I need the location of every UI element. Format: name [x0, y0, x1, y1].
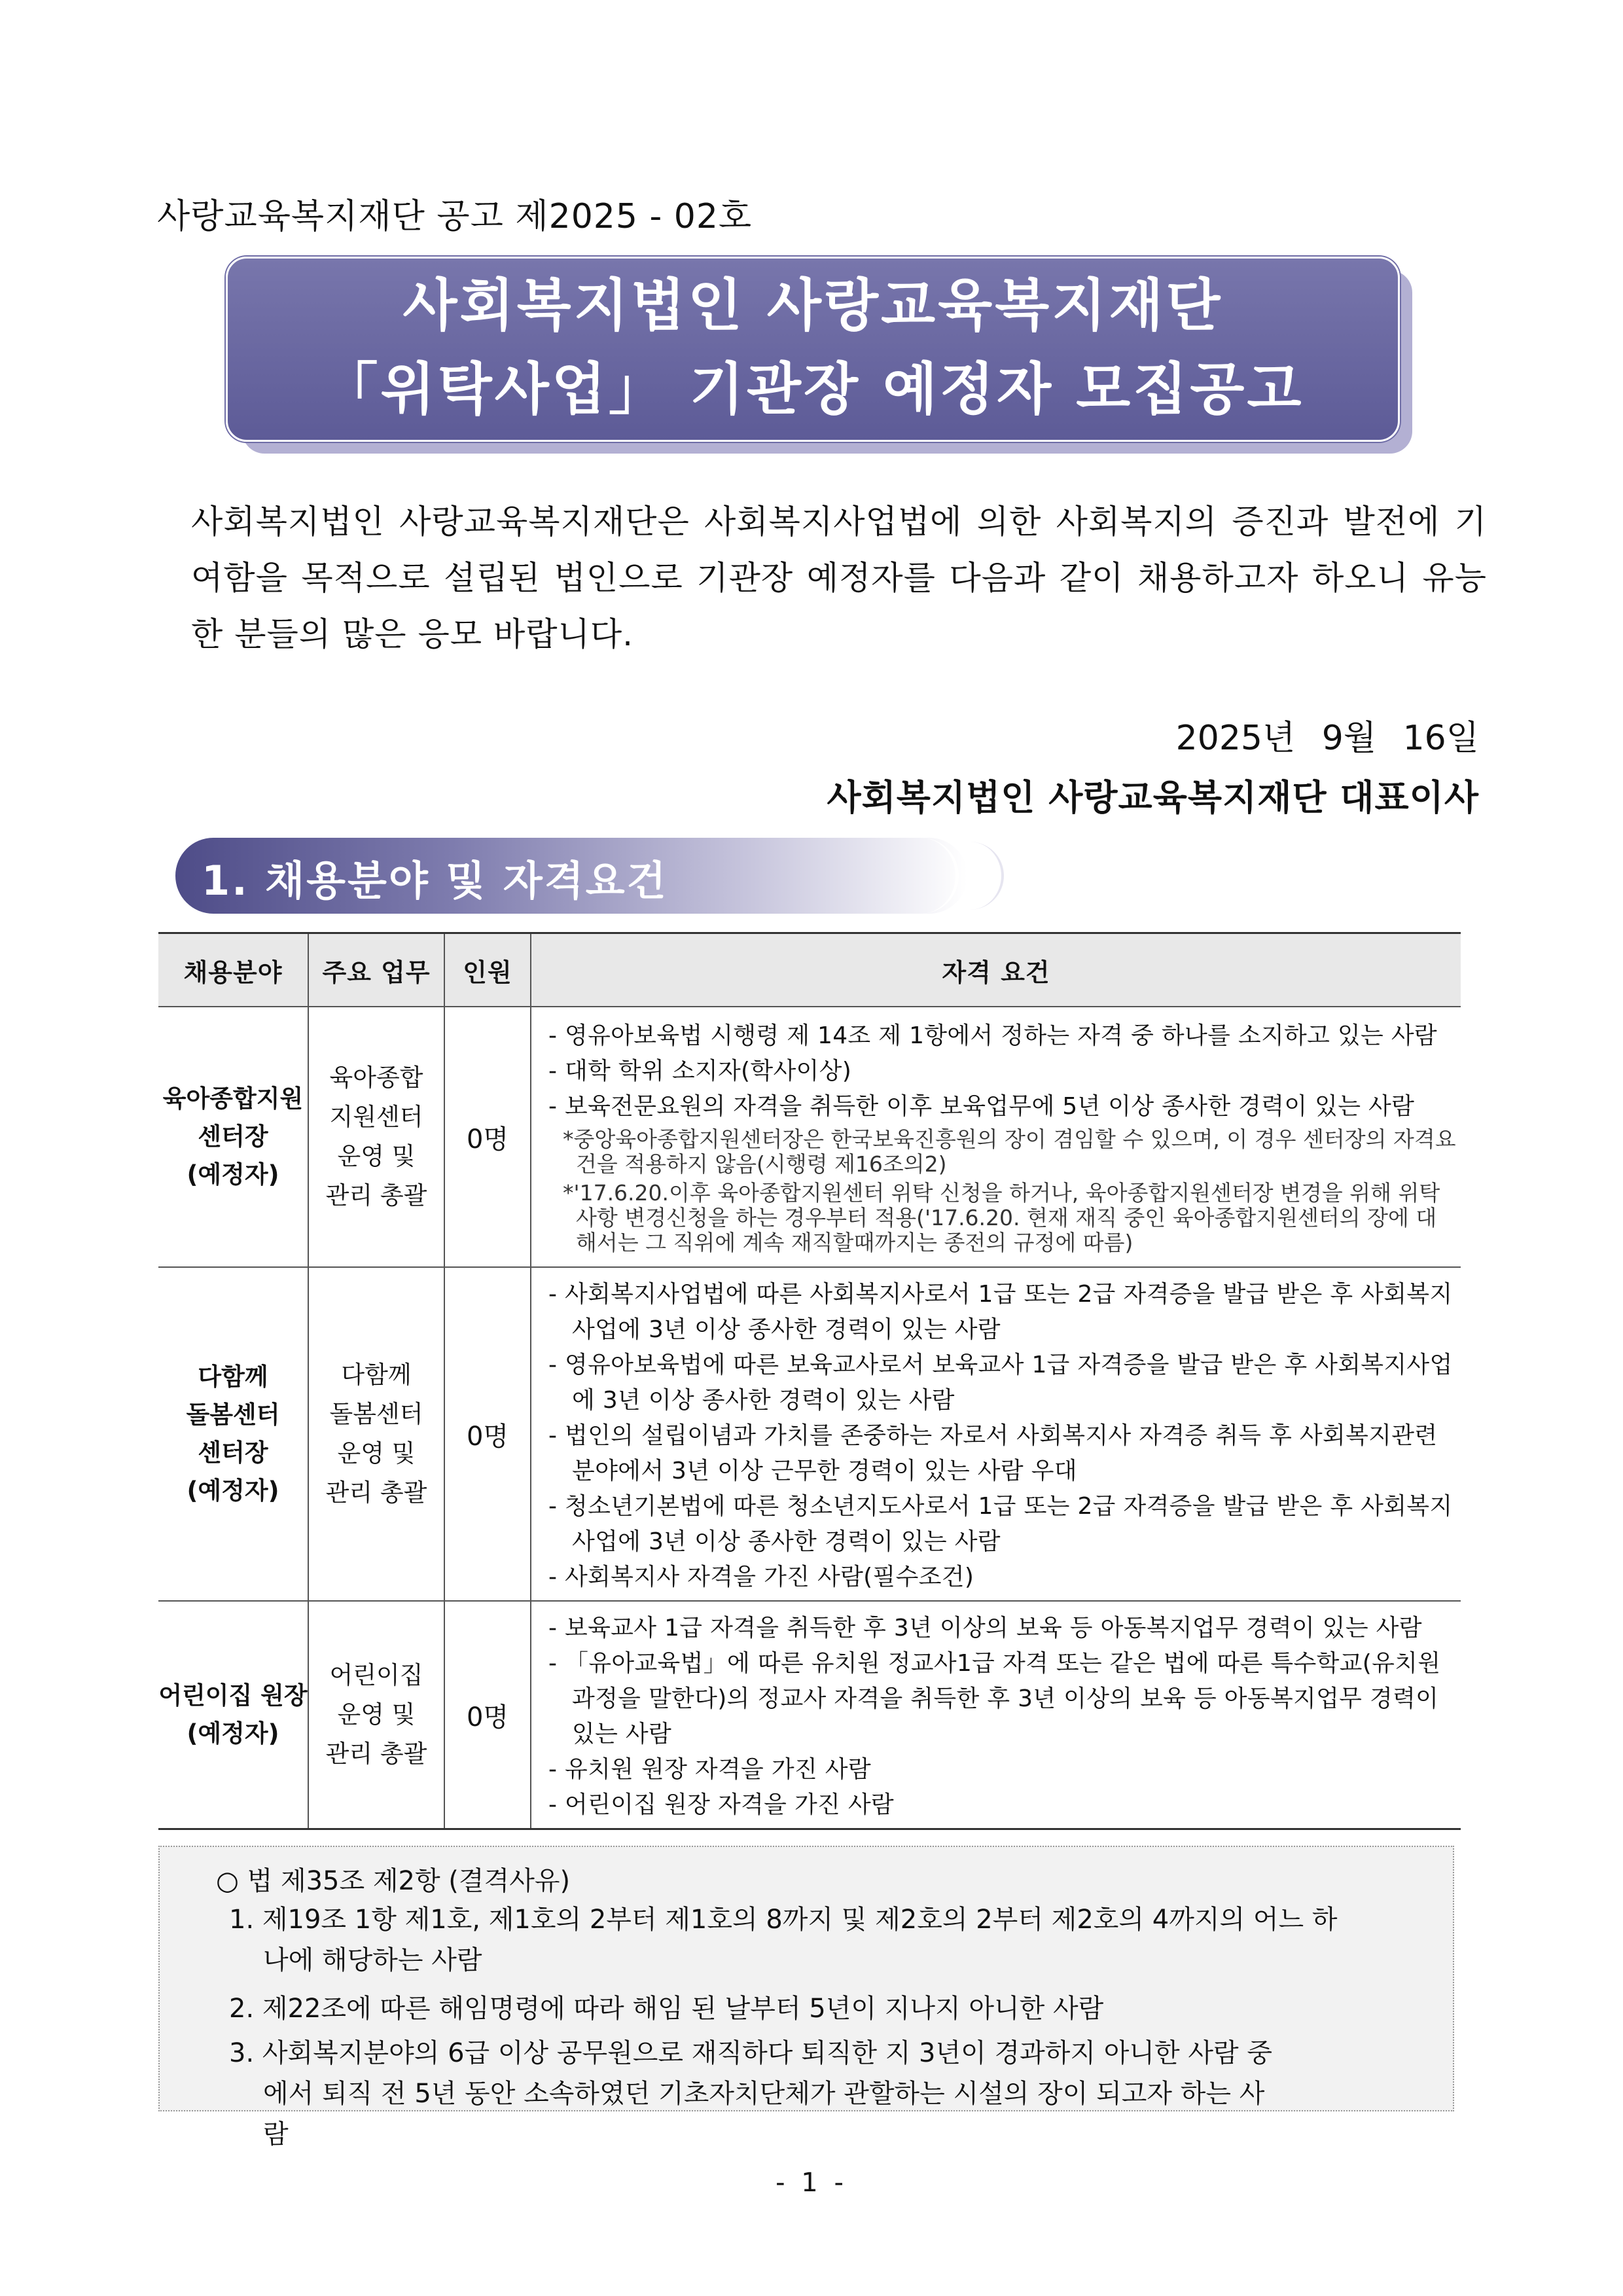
requirement-item: - 보육전문요원의 자격을 취득한 이후 보육업무에 5년 이상 종사한 경력이 있는 사람: [548, 1093, 1415, 1120]
table-header-row: [158, 933, 1461, 1007]
notice-number: 사랑교육복지재단 공고 제2025 - 02호: [157, 197, 753, 236]
signer: 사회복지법인 사랑교육복지재단 대표이사: [827, 777, 1479, 818]
field-line: (예정자): [187, 1160, 279, 1189]
field-line: (예정자): [187, 1719, 279, 1748]
requirement-item: - 보육교사 1급 자격을 취득한 후 3년 이상의 보육 등 아동복지업무 경력이 있는 사람: [548, 1615, 1422, 1641]
duty-line: 운영 및: [337, 1439, 416, 1467]
table-row: [158, 1267, 1461, 1601]
field-line: 어린이집 원장: [158, 1681, 308, 1710]
requirement-item: - 영유아보육법에 따른 보육교사로서 보육교사 1급 자격증을 발급 받은 후 사회복지사업에 3년 이상 종사한 경력이 있는 사람: [548, 1352, 1453, 1414]
requirement-item: - 영유아보육법 시행령 제 14조 제 1항에서 정하는 자격 중 하나를 소지하고 있는 사람: [548, 1022, 1437, 1049]
requirement-item: - 법인의 설립이념과 가치를 존중하는 자로서 사회복지사 자격증 취득 후 사회복지관련 분야에서 3년 이상 근무한 경력이 있는 사람 우대: [548, 1422, 1438, 1484]
header-count: 인원: [444, 933, 531, 1007]
disqualification-item: 1. 제19조 1항 제1호, 제1호의 2부터 제1호의 8까지 및 제2호의 2부터 제2호의 4까지의 어느 하나에 해당하는 사람: [229, 1905, 1338, 1975]
requirement-note: *중앙육아종합지원센터장은 한국보육진흥원의 장이 겸임할 수 있으며, 이 경우 센터장의 자격요건을 적용하지 않음(시행령 제16조의2): [563, 1126, 1456, 1177]
field-cell: [158, 1601, 308, 1829]
disqualification-item: 3. 사회복지분야의 6급 이상 공무원으로 재직하다 퇴직한 지 3년이 경과하지 아니한 사람 중에서 퇴직 전 5년 동안 소속하였던 기초자치단체가 관할하는 시설의 장이 되고자 하는 사람: [229, 2038, 1273, 2149]
duty-line: 육아종합: [329, 1064, 423, 1092]
requirements-cell: [531, 1601, 1461, 1829]
duty-line: 다함께: [341, 1361, 412, 1389]
field-line: 센터장: [198, 1122, 268, 1151]
field-line: 다함께: [198, 1363, 268, 1391]
intro-paragraph: 사회복지법인 사랑교육복지재단은 사회복지사업법에 의한 사회복지의 증진과 발전에 기여함을 목적으로 설립된 법인으로 기관장 예정자를 다음과 같이 채용하고자 하오니 유능한 분들의 많은 응모 바랍니다.: [191, 503, 1487, 653]
header-field: 채용분야: [158, 933, 308, 1007]
duty-line: 어린이집: [329, 1661, 423, 1689]
table-row: [158, 1007, 1461, 1267]
requirement-item: - 유치원 원장 자격을 가진 사람: [548, 1756, 871, 1783]
disqualification-item: 2. 제22조에 따른 해임명령에 따라 해임 된 날부터 5년이 지나지 아니한 사람: [229, 1994, 1104, 2024]
field-line: (예정자): [187, 1477, 279, 1505]
requirement-item: - 사회복지사업법에 따른 사회복지사로서 1급 또는 2급 자격증을 발급 받은 후 사회복지사업에 3년 이상 종사한 경력이 있는 사람: [548, 1281, 1453, 1343]
requirements-cell: [531, 1007, 1461, 1267]
recruitment-table: [158, 932, 1461, 1830]
requirement-note: *'17.6.20.이후 육아종합지원센터 위탁 신청을 하거나, 육아종합지원센터장 변경을 위해 위탁사항 변경신청을 하는 경우부터 적용('17.6.20. 현재 재직 중인 육아종합지원센터의 장에 대해서는 그 직위에 계속 재직할때까지는 종전의 규정에 따름): [563, 1180, 1440, 1255]
requirement-item: - 사회복지사 자격을 가진 사람(필수조건): [548, 1564, 974, 1590]
requirements-cell: [531, 1267, 1461, 1601]
page-number: - 1 -: [776, 2168, 847, 2198]
duty-line: 돌봄센터: [329, 1400, 423, 1428]
disqualification-heading: ○ 법 제35조 제2항 (결격사유): [216, 1866, 571, 1896]
requirement-item: - 「유아교육법」에 따른 유치원 정교사1급 자격 또는 같은 법에 따른 특수학교(유치원 과정을 말한다)의 정교사 자격을 취득한 후 3년 이상의 보육 등 아동복지업무 경력이 있는 사람: [548, 1650, 1441, 1748]
section-title: 1. 채용분야 및 자격요건: [202, 857, 668, 905]
requirement-item: - 대학 학위 소지자(학사이상): [548, 1058, 852, 1085]
requirement-item: - 청소년기본법에 따른 청소년지도사로서 1급 또는 2급 자격증을 발급 받은 후 사회복지사업에 3년 이상 종사한 경력이 있는 사람: [548, 1493, 1453, 1555]
count-cell: 0명: [444, 1267, 531, 1601]
table-row: [158, 1601, 1461, 1829]
field-cell: [158, 1007, 308, 1267]
duty-cell: [308, 1601, 444, 1829]
duty-line: 운영 및: [337, 1700, 416, 1729]
header-duty: 주요 업무: [308, 933, 444, 1007]
field-line: 돌봄센터: [186, 1401, 280, 1429]
section-banner-arc: [877, 838, 959, 914]
duty-line: 관리 총괄: [325, 1181, 427, 1210]
field-line: 센터장: [198, 1439, 268, 1467]
title-line-1: 사회복지법인 사랑교육복지재단: [402, 273, 1223, 338]
duty-line: 지원센터: [329, 1103, 423, 1131]
title-line-2: 「위탁사업」 기관장 예정자 모집공고: [321, 357, 1304, 422]
field-line: 육아종합지원: [162, 1085, 304, 1113]
header-requirements: 자격 요건: [531, 933, 1461, 1007]
duty-line: 관리 총괄: [325, 1479, 427, 1507]
count-cell: 0명: [444, 1007, 531, 1267]
duty-line: 관리 총괄: [325, 1740, 427, 1768]
count-cell: 0명: [444, 1601, 531, 1829]
duty-cell: [308, 1007, 444, 1267]
duty-cell: [308, 1267, 444, 1601]
announcement-date: 2025년 9월 16일: [1175, 719, 1479, 758]
field-cell: [158, 1267, 308, 1601]
requirement-item: - 어린이집 원장 자격을 가진 사람: [548, 1791, 894, 1818]
duty-line: 운영 및: [337, 1142, 416, 1170]
title-banner: [226, 257, 1400, 442]
